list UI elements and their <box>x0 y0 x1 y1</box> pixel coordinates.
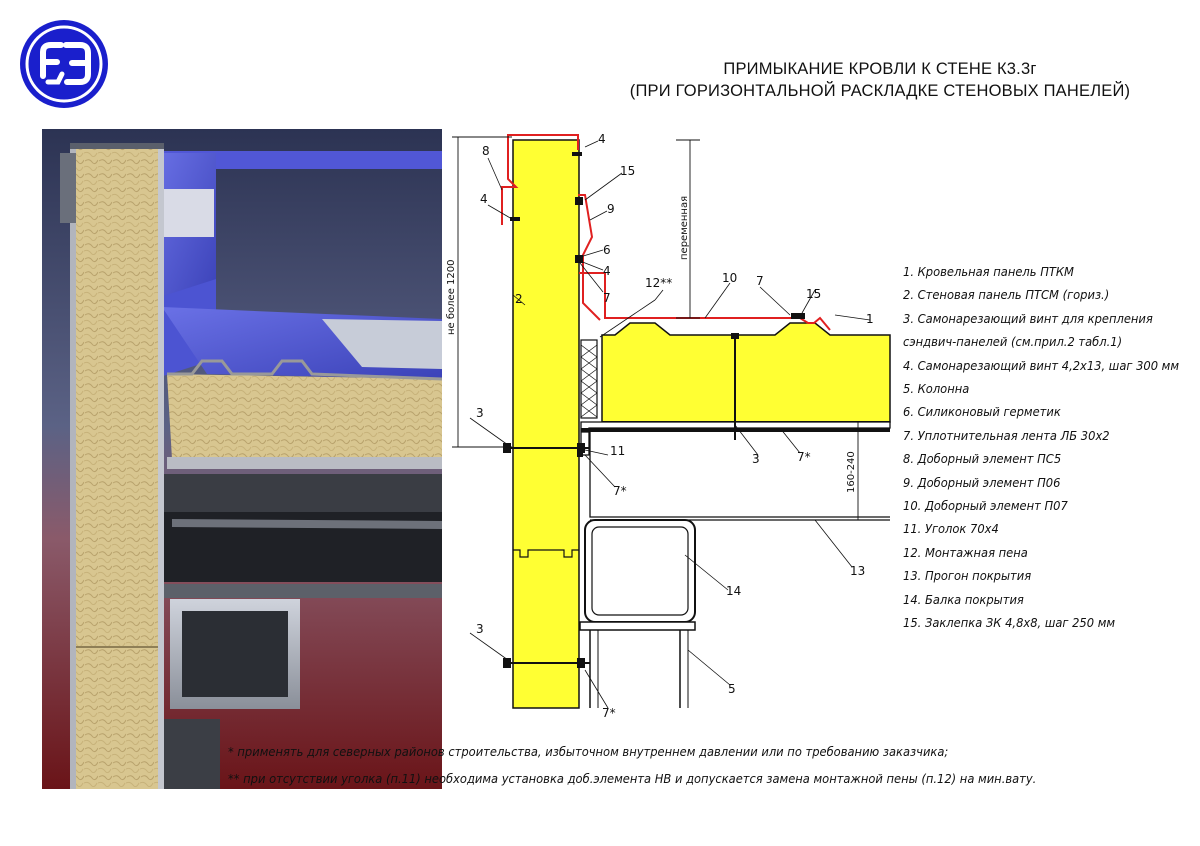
dim-depth: 160-240 <box>846 451 857 493</box>
dim-max-height: не более 1200 <box>446 259 457 335</box>
label-7star-1: 7* <box>613 484 627 498</box>
roof-beam-14 <box>585 520 695 622</box>
label-7-roof: 7 <box>756 274 764 288</box>
legend-item: 9. Доборный элемент П06 <box>903 474 1061 490</box>
legend-item: 6. Силиконовый герметик <box>903 404 1061 420</box>
footnotes <box>228 738 1188 792</box>
flashing-10 <box>579 273 830 330</box>
legend-item: 10. Доборный элемент П07 <box>903 498 1068 514</box>
label-7-wall: 7 <box>603 291 611 305</box>
label-5: 5 <box>728 682 736 696</box>
label-13: 13 <box>850 564 866 578</box>
label-3-bottom: 3 <box>476 622 484 636</box>
label-6: 6 <box>603 243 611 257</box>
label-7star-3: 7* <box>602 706 616 720</box>
legend-item: 3. Самонарезающий винт для крепления <box>903 310 1153 326</box>
title-line-2: (ПРИ ГОРИЗОНТАЛЬНОЙ РАСКЛАДКЕ СТЕНОВЫХ ПАНЕЛЕЙ) <box>629 82 1131 100</box>
company-logo-icon <box>18 18 110 110</box>
label-2: 2 <box>515 292 523 306</box>
label-14: 14 <box>726 584 742 598</box>
label-7star-2: 7* <box>797 450 811 464</box>
legend-item: 8. Доборный элемент ПС5 <box>903 451 1062 467</box>
label-3-top: 3 <box>476 406 484 420</box>
legend-item: 14. Балка покрытия <box>903 591 1024 607</box>
legend-list <box>903 260 1180 635</box>
column-5 <box>580 622 695 630</box>
legend-item: 1. Кровельная панель ПТКМ <box>903 264 1074 279</box>
title-line-1: ПРИМЫКАНИЕ КРОВЛИ К СТЕНЕ К3.3г <box>723 60 1037 78</box>
footnote-2: ** при отсутствии уголка (п.11) необходима установка доб.элемента НВ и допускается замена монтажной пены (п.12) на мин.вату. <box>228 771 1037 786</box>
legend-item: 7. Уплотнительная лента ЛБ 30х2 <box>903 427 1110 443</box>
legend-item: 12. Монтажная пена <box>903 544 1028 560</box>
dim-variable: переменная <box>679 195 690 260</box>
label-10: 10 <box>722 271 738 285</box>
legend-item: 15. Заклепка ЗК 4,8х8, шаг 250 мм <box>903 615 1116 631</box>
label-15-top: 15 <box>620 164 636 178</box>
label-3-roof: 3 <box>752 452 760 466</box>
label-9: 9 <box>607 202 615 216</box>
legend-item: 2. Стеновая панель ПТСМ (гориз.) <box>903 287 1110 303</box>
label-15-roof: 15 <box>806 287 822 301</box>
legend-item: 13. Прогон покрытия <box>903 568 1032 584</box>
label-8: 8 <box>482 144 490 158</box>
legend-item: 4. Самонарезающий винт 4,2х13, шаг 300 мм <box>903 357 1180 373</box>
label-1: 1 <box>866 312 874 326</box>
label-11: 11 <box>610 444 626 458</box>
roof-panel-1 <box>602 323 890 422</box>
label-4-left: 4 <box>480 192 488 206</box>
roof-wall-junction-render <box>42 129 442 789</box>
label-12: 12** <box>645 276 673 290</box>
label-4-mid: 4 <box>603 264 611 278</box>
legend-item: сэндвич-панелей (см.прил.2 табл.1) <box>903 334 1123 350</box>
legend-item: 5. Колонна <box>903 381 970 397</box>
wall-panel-2 <box>513 140 579 708</box>
label-4-top: 4 <box>598 132 606 146</box>
legend-item: 11. Уголок 70х4 <box>903 521 999 537</box>
footnote-1: * применять для северных районов строительства, избыточном внутреннем давлении или по требованию заказчика; <box>228 744 949 759</box>
page-title <box>560 58 1200 102</box>
